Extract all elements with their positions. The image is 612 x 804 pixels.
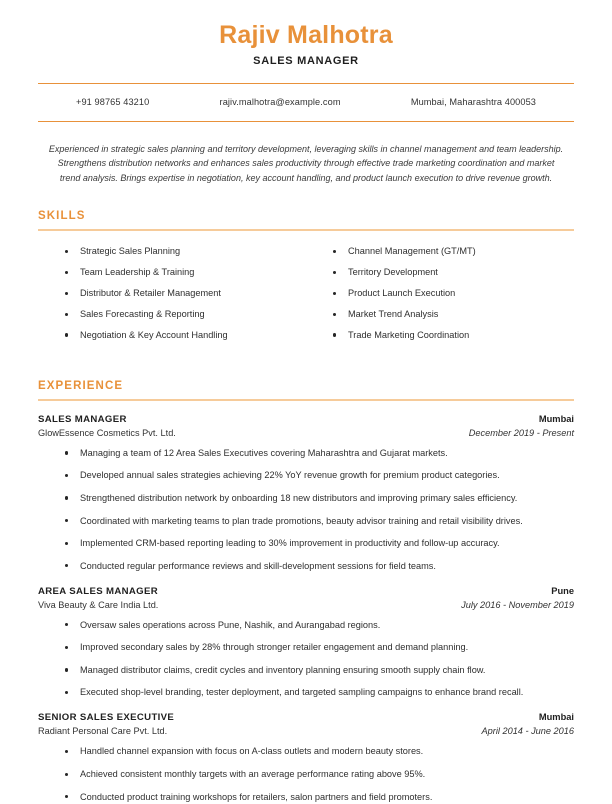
skills-section-title: SKILLS [38, 210, 86, 223]
list-item: Sales Forecasting & Reporting [38, 308, 306, 320]
list-item: Improved secondary sales by 28% through stronger retailer engagement and demand planning. [38, 641, 574, 654]
professional-summary: Experienced in strategic sales planning and territory development, leveraging skills in channel management and team leadership. Strengthens distribution networks and enhances sales productivity through effective trade marketing coordination and market trend analysis. Brings expertise in negotiation, key account handling, and product launch execution to drive revenue growth. [48, 143, 564, 183]
list-item: Implemented CRM-based reporting leading to 30% improvement in productivity and follow-up accuracy. [38, 537, 574, 550]
experience-section-underline [38, 399, 574, 401]
experience-entry-subheader [38, 726, 574, 736]
job-company: Viva Beauty & Care India Ltd. [38, 599, 159, 610]
experience-entry-header [38, 414, 574, 425]
list-item: Strengthened distribution network by onboarding 18 new distributors and improving primary sales efficiency. [38, 492, 574, 505]
contact-phone: +91 98765 43210 [76, 97, 150, 107]
skills-columns [38, 245, 574, 350]
list-item: Team Leadership & Training [38, 266, 306, 278]
list-item: Strategic Sales Planning [38, 245, 306, 257]
list-item: Territory Development [306, 266, 574, 278]
candidate-job-title: SALES MANAGER [253, 54, 359, 67]
experience-entry-header [38, 712, 574, 723]
list-item: Distributor & Retailer Management [38, 287, 306, 299]
experience-entry [38, 586, 574, 700]
contact-row [38, 84, 574, 121]
skills-column-left [38, 245, 306, 350]
list-item: Negotiation & Key Account Handling [38, 329, 306, 341]
list-item: Handled channel expansion with focus on A-class outlets and modern beauty stores. [38, 745, 574, 758]
list-item: Conducted product training workshops for retailers, salon partners and field promoters. [38, 791, 574, 804]
resume-header [38, 0, 574, 67]
skills-list-left [38, 245, 306, 341]
experience-entry [38, 414, 574, 573]
job-location: Mumbai [538, 712, 574, 723]
job-bullet-list [38, 619, 574, 700]
skills-column-right [306, 245, 574, 350]
list-item: Managing a team of 12 Area Sales Executives covering Maharashtra and Gujarat markets. [38, 447, 574, 460]
list-item: Conducted regular performance reviews and skill-development sessions for field teams. [38, 560, 574, 573]
experience-entry [38, 712, 574, 803]
list-item: Trade Marketing Coordination [306, 329, 574, 341]
skills-section-underline [38, 229, 574, 231]
job-company: Radiant Personal Care Pvt. Ltd. [38, 726, 168, 737]
experience-section [38, 380, 574, 804]
job-role: SALES MANAGER [38, 413, 127, 425]
list-item: Channel Management (GT/MT) [306, 245, 574, 257]
contact-email: rajiv.malhotra@example.com [219, 97, 341, 107]
job-role: SENIOR SALES EXECUTIVE [38, 712, 175, 724]
list-item: Developed annual sales strategies achieving 22% YoY revenue growth for premium product categories. [38, 469, 574, 482]
job-bullet-list [38, 447, 574, 573]
job-location: Pune [551, 585, 574, 596]
list-item: Coordinated with marketing teams to plan trade promotions, beauty advisor training and retail visibility drives. [38, 515, 574, 528]
list-item: Market Trend Analysis [306, 308, 574, 320]
skills-section [38, 210, 574, 350]
list-item: Oversaw sales operations across Pune, Nashik, and Aurangabad regions. [38, 619, 574, 632]
job-location: Mumbai [538, 413, 574, 424]
job-dates: July 2016 - November 2019 [461, 599, 574, 610]
list-item: Managed distributor claims, credit cycles and inventory planning ensuring smooth supply chain flow. [38, 664, 574, 677]
job-bullet-list [38, 745, 574, 803]
job-dates: April 2014 - June 2016 [481, 726, 574, 737]
list-item: Achieved consistent monthly targets with an average performance rating above 95%. [38, 768, 574, 781]
skills-list-right [306, 245, 574, 341]
contact-location: Mumbai, Maharashtra 400053 [410, 97, 536, 107]
experience-entry-subheader [38, 600, 574, 610]
list-item: Product Launch Execution [306, 287, 574, 299]
job-dates: December 2019 - Present [468, 427, 574, 438]
experience-section-title: EXPERIENCE [38, 379, 124, 392]
list-item: Executed shop-level branding, tester deployment, and targeted sampling campaigns to enhance brand recall. [38, 686, 574, 699]
job-company: GlowEssence Cosmetics Pvt. Ltd. [38, 427, 176, 438]
experience-entry-header [38, 586, 574, 597]
candidate-name: Rajiv Malhotra [219, 21, 393, 49]
header-divider-bottom [38, 121, 574, 122]
job-role: AREA SALES MANAGER [38, 585, 159, 597]
experience-entry-subheader [38, 428, 574, 438]
